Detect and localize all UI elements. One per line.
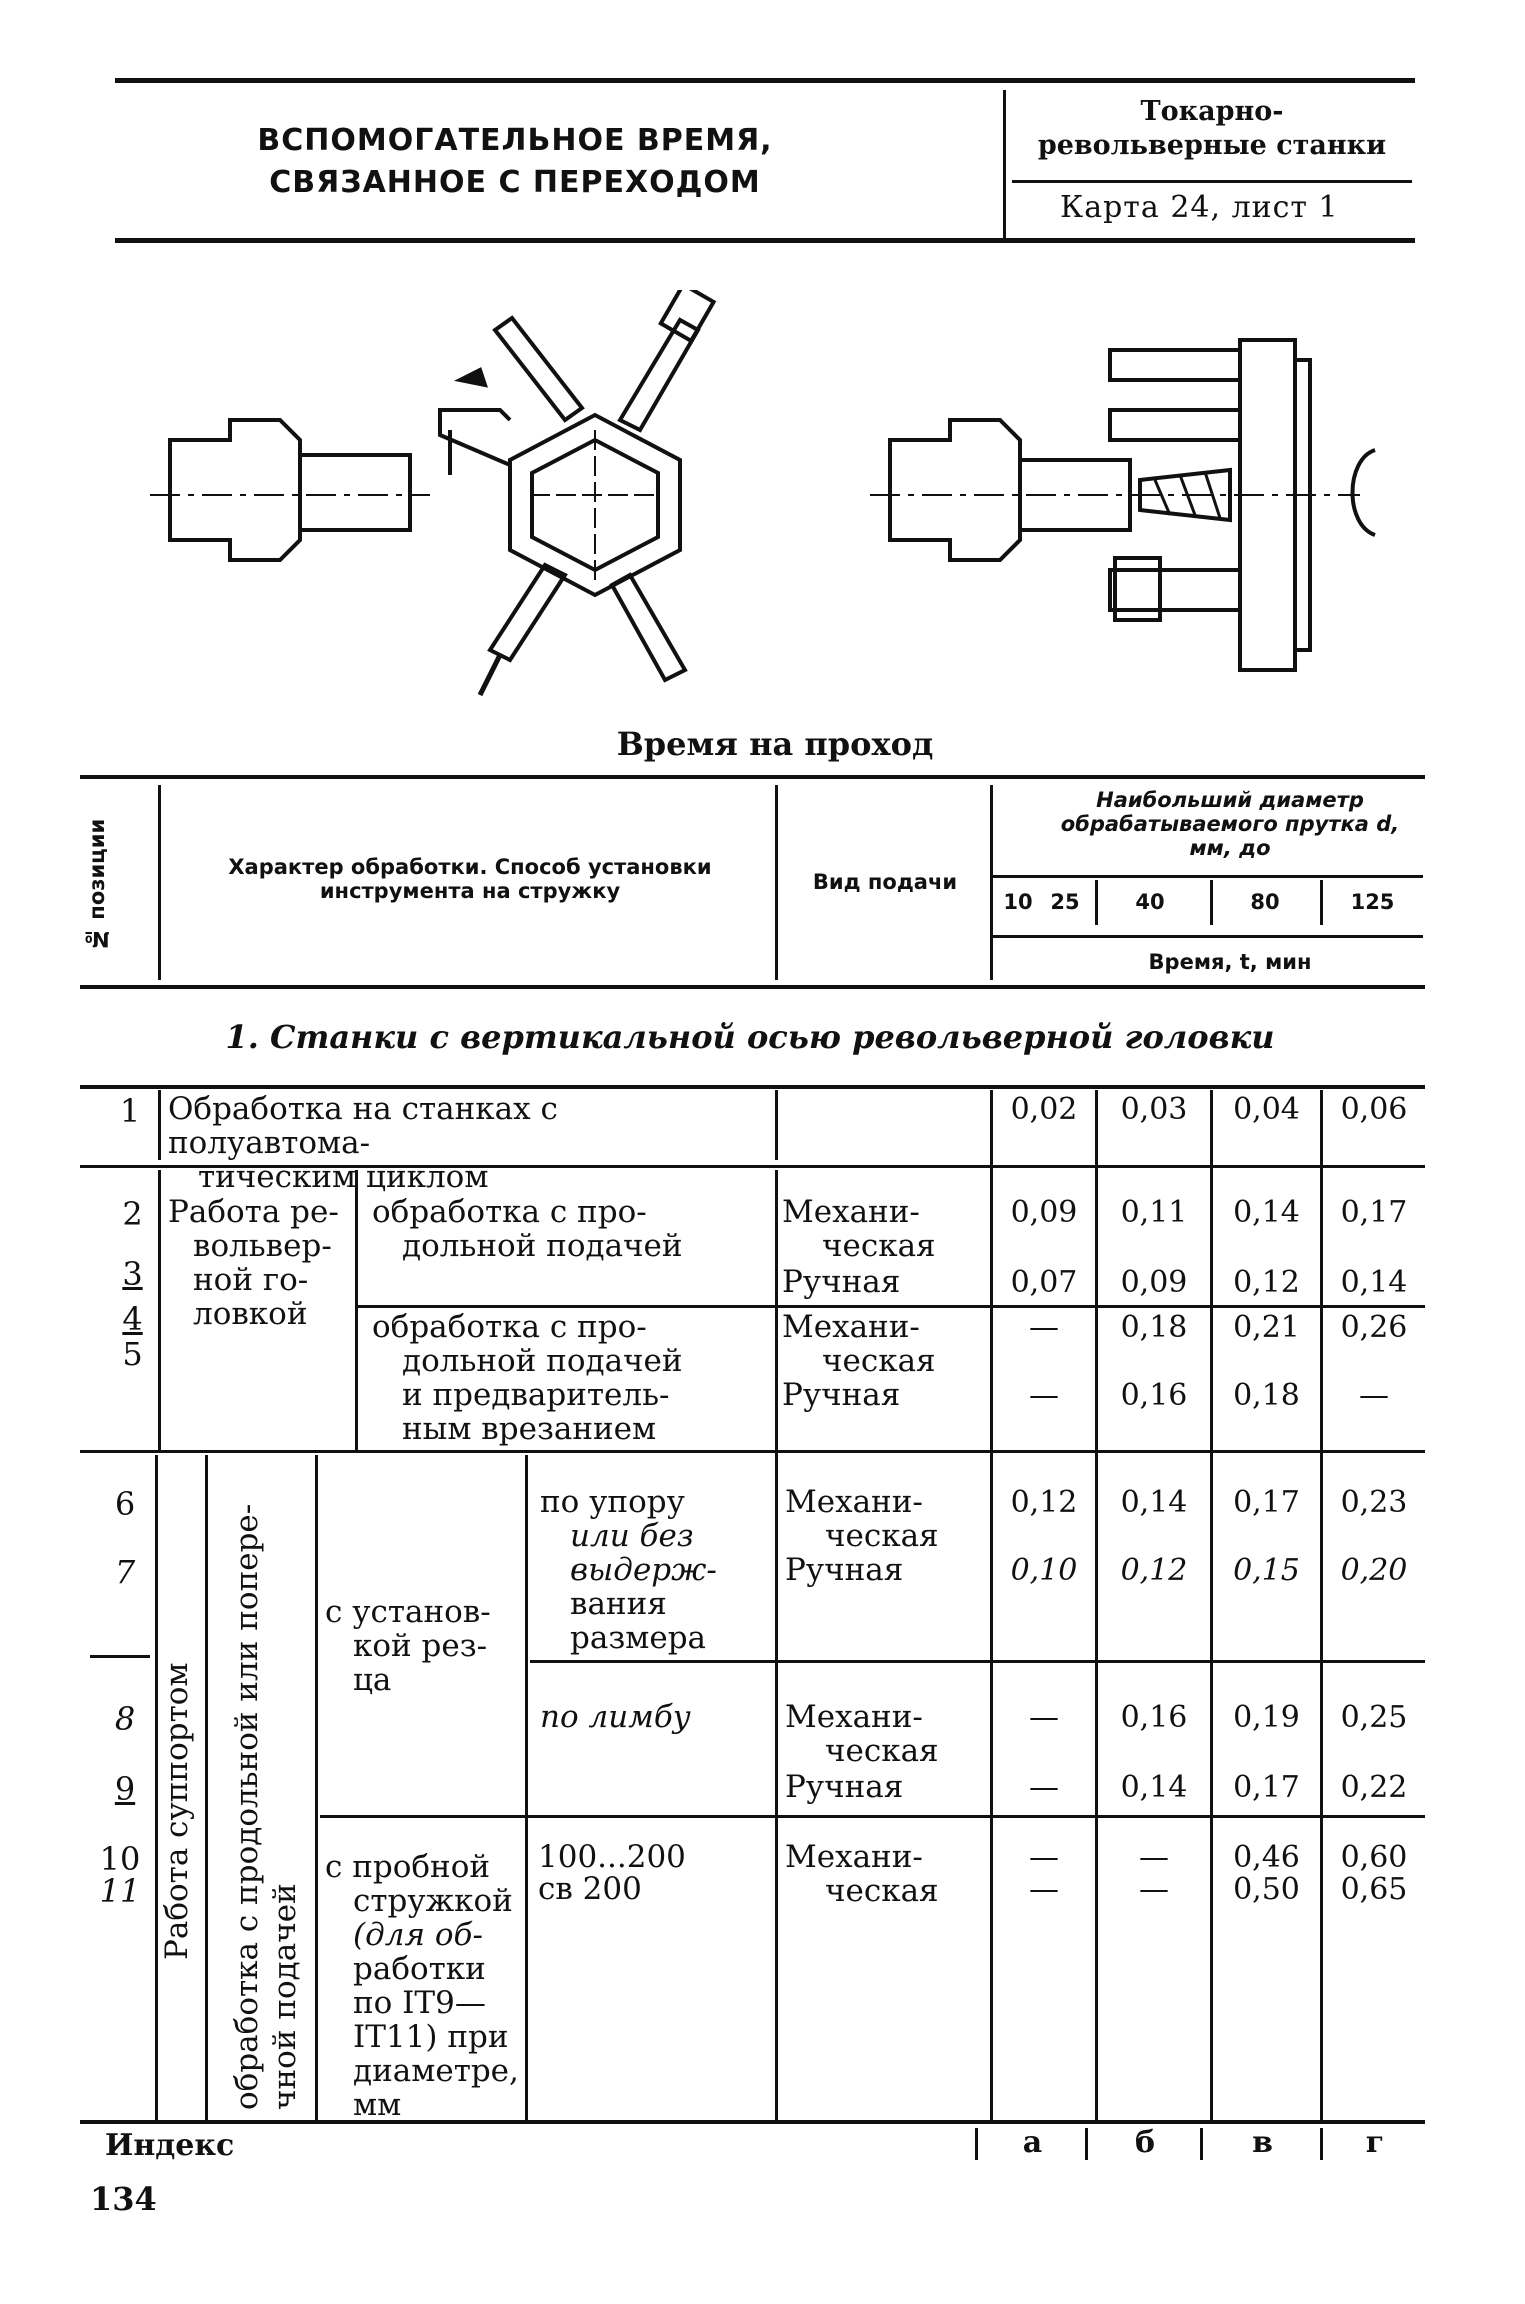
r10-b: — bbox=[1139, 1840, 1169, 1875]
r9-a: — bbox=[1029, 1770, 1059, 1805]
trial-label: с пробной стружкой (для об- работки по IT9— IT11) при диаметре, мм bbox=[325, 1849, 519, 2123]
r7-b: 0,12 bbox=[1120, 1553, 1188, 1588]
r5-c: 0,18 bbox=[1233, 1378, 1300, 1413]
r10-feed: Механи- ческая bbox=[785, 1839, 939, 1909]
r11-a: — bbox=[1029, 1872, 1059, 1907]
r4-d: 0,26 bbox=[1340, 1310, 1408, 1345]
r3-a: 0,07 bbox=[1010, 1265, 1078, 1300]
r5-d: — bbox=[1359, 1378, 1389, 1413]
r9-feed: Ручная bbox=[785, 1769, 904, 1805]
turret-diagram bbox=[150, 290, 1420, 710]
r4-b: 0,18 bbox=[1120, 1310, 1188, 1345]
diameter-40: 40 bbox=[1135, 890, 1165, 914]
r10-method: 100...200 bbox=[538, 1839, 686, 1875]
r10-c: 0,46 bbox=[1233, 1840, 1300, 1875]
r11-b: — bbox=[1139, 1872, 1169, 1907]
title-line-2: СВЯЗАННОЕ С ПЕРЕХОДОМ bbox=[269, 165, 761, 200]
r6-c: 0,17 bbox=[1233, 1485, 1300, 1520]
diameter-80: 80 bbox=[1250, 890, 1280, 914]
col-feed-header: Вид подачи bbox=[812, 870, 958, 894]
title-line-1: ВСПОМОГАТЕЛЬНОЕ ВРЕМЯ, bbox=[257, 123, 773, 158]
col-character-header: Характер обработки. Способ установки инструмента на стружку bbox=[228, 855, 712, 903]
r4-method: обработка с про- дольной подачей и предваритель- ным врезанием bbox=[372, 1309, 683, 1447]
r10-d: 0,60 bbox=[1340, 1840, 1408, 1875]
pos-3: 3 bbox=[122, 1255, 143, 1293]
r6-feed: Механи- ческая bbox=[785, 1484, 939, 1554]
index-c: в bbox=[1252, 2125, 1273, 2160]
pos-2: 2 bbox=[122, 1195, 143, 1233]
r8-method: по лимбу bbox=[540, 1699, 691, 1735]
r1-b: 0,03 bbox=[1120, 1092, 1188, 1127]
figure-caption: Время на проход bbox=[616, 725, 934, 763]
page-number: 134 bbox=[90, 2180, 157, 2218]
r11-method: св 200 bbox=[538, 1871, 642, 1907]
pos-8: 8 bbox=[114, 1700, 136, 1738]
r6-method: по упору или без выдерж- вания размера bbox=[540, 1484, 717, 1656]
pos-9: 9 bbox=[114, 1770, 136, 1808]
r7-a: 0,10 bbox=[1010, 1553, 1078, 1588]
r9-d: 0,22 bbox=[1340, 1770, 1408, 1805]
r4-feed: Механи- ческая bbox=[782, 1309, 936, 1379]
r2-feed: Механи- ческая bbox=[782, 1194, 936, 1264]
pos-11: 11 bbox=[99, 1872, 141, 1910]
r10-a: — bbox=[1029, 1840, 1059, 1875]
r7-feed: Ручная bbox=[785, 1552, 904, 1588]
r4-c: 0,21 bbox=[1233, 1310, 1300, 1345]
group3-inner-label: обработка с продольной или попере- чной подачей bbox=[229, 1503, 303, 2110]
pos-4: 4 bbox=[122, 1300, 143, 1338]
pos-7: 7 bbox=[114, 1553, 136, 1591]
r5-a: — bbox=[1029, 1378, 1059, 1413]
col-diameter-header: Наибольший диаметр обрабатываемого прутка d, мм, до bbox=[1060, 788, 1400, 860]
r5-feed: Ручная bbox=[782, 1377, 901, 1413]
r2-d: 0,17 bbox=[1340, 1195, 1408, 1230]
index-d: г bbox=[1365, 2125, 1385, 2160]
pos-6: 6 bbox=[114, 1485, 136, 1523]
r5-b: 0,16 bbox=[1120, 1378, 1188, 1413]
r8-a: — bbox=[1029, 1700, 1059, 1735]
machine-type: Токарно- револьверные станки bbox=[1037, 96, 1387, 161]
r7-c: 0,15 bbox=[1233, 1553, 1300, 1588]
index-a: а bbox=[1022, 2125, 1043, 2160]
card-number: Карта 24, лист 1 bbox=[1060, 190, 1339, 225]
r3-d: 0,14 bbox=[1340, 1265, 1408, 1300]
r11-d: 0,65 bbox=[1340, 1872, 1408, 1907]
r4-a: — bbox=[1029, 1310, 1059, 1345]
r3-b: 0,09 bbox=[1120, 1265, 1188, 1300]
r7-d: 0,20 bbox=[1340, 1553, 1408, 1588]
r11-c: 0,50 bbox=[1233, 1872, 1300, 1907]
time-label: Время, t, мин bbox=[1148, 950, 1312, 974]
row1-label: Обработка на станках с полуавтома- тическим циклом bbox=[168, 1091, 558, 1195]
r2-a: 0,09 bbox=[1010, 1195, 1078, 1230]
diameter-10: 10 bbox=[1003, 890, 1033, 914]
r1-a: 0,02 bbox=[1010, 1092, 1078, 1127]
diameter-25: 25 bbox=[1050, 890, 1080, 914]
r9-b: 0,14 bbox=[1120, 1770, 1188, 1805]
r6-d: 0,23 bbox=[1340, 1485, 1408, 1520]
col-position-header: № позиции bbox=[85, 818, 109, 952]
r1-c: 0,04 bbox=[1233, 1092, 1300, 1127]
index-b: б bbox=[1134, 2125, 1155, 2160]
pos-1: 1 bbox=[119, 1092, 141, 1130]
r8-feed: Механи- ческая bbox=[785, 1699, 939, 1769]
r1-d: 0,06 bbox=[1340, 1092, 1408, 1127]
setting-label: с установ- кой рез- ца bbox=[325, 1594, 491, 1698]
r8-c: 0,19 bbox=[1233, 1700, 1300, 1735]
section-title: 1. Станки с вертикальной осью револьверной головки bbox=[225, 1018, 1275, 1056]
r3-feed: Ручная bbox=[782, 1264, 901, 1300]
group2-label: Работа ре- вольвер- ной го- ловкой bbox=[168, 1194, 339, 1332]
pos-10: 10 bbox=[99, 1840, 141, 1878]
pos-5: 5 bbox=[122, 1335, 143, 1373]
page-title bbox=[160, 120, 870, 204]
r8-d: 0,25 bbox=[1340, 1700, 1408, 1735]
r8-b: 0,16 bbox=[1120, 1700, 1188, 1735]
diameter-125: 125 bbox=[1350, 890, 1395, 914]
group3-outer-label: Работа суппортом bbox=[159, 1662, 195, 1960]
r2-c: 0,14 bbox=[1233, 1195, 1300, 1230]
r3-c: 0,12 bbox=[1233, 1265, 1300, 1300]
r6-b: 0,14 bbox=[1120, 1485, 1188, 1520]
r6-a: 0,12 bbox=[1010, 1485, 1078, 1520]
r2-method: обработка с про- дольной подачей bbox=[372, 1194, 683, 1264]
index-label: Индекс bbox=[105, 2128, 235, 2163]
r9-c: 0,17 bbox=[1233, 1770, 1300, 1805]
r2-b: 0,11 bbox=[1120, 1195, 1188, 1230]
